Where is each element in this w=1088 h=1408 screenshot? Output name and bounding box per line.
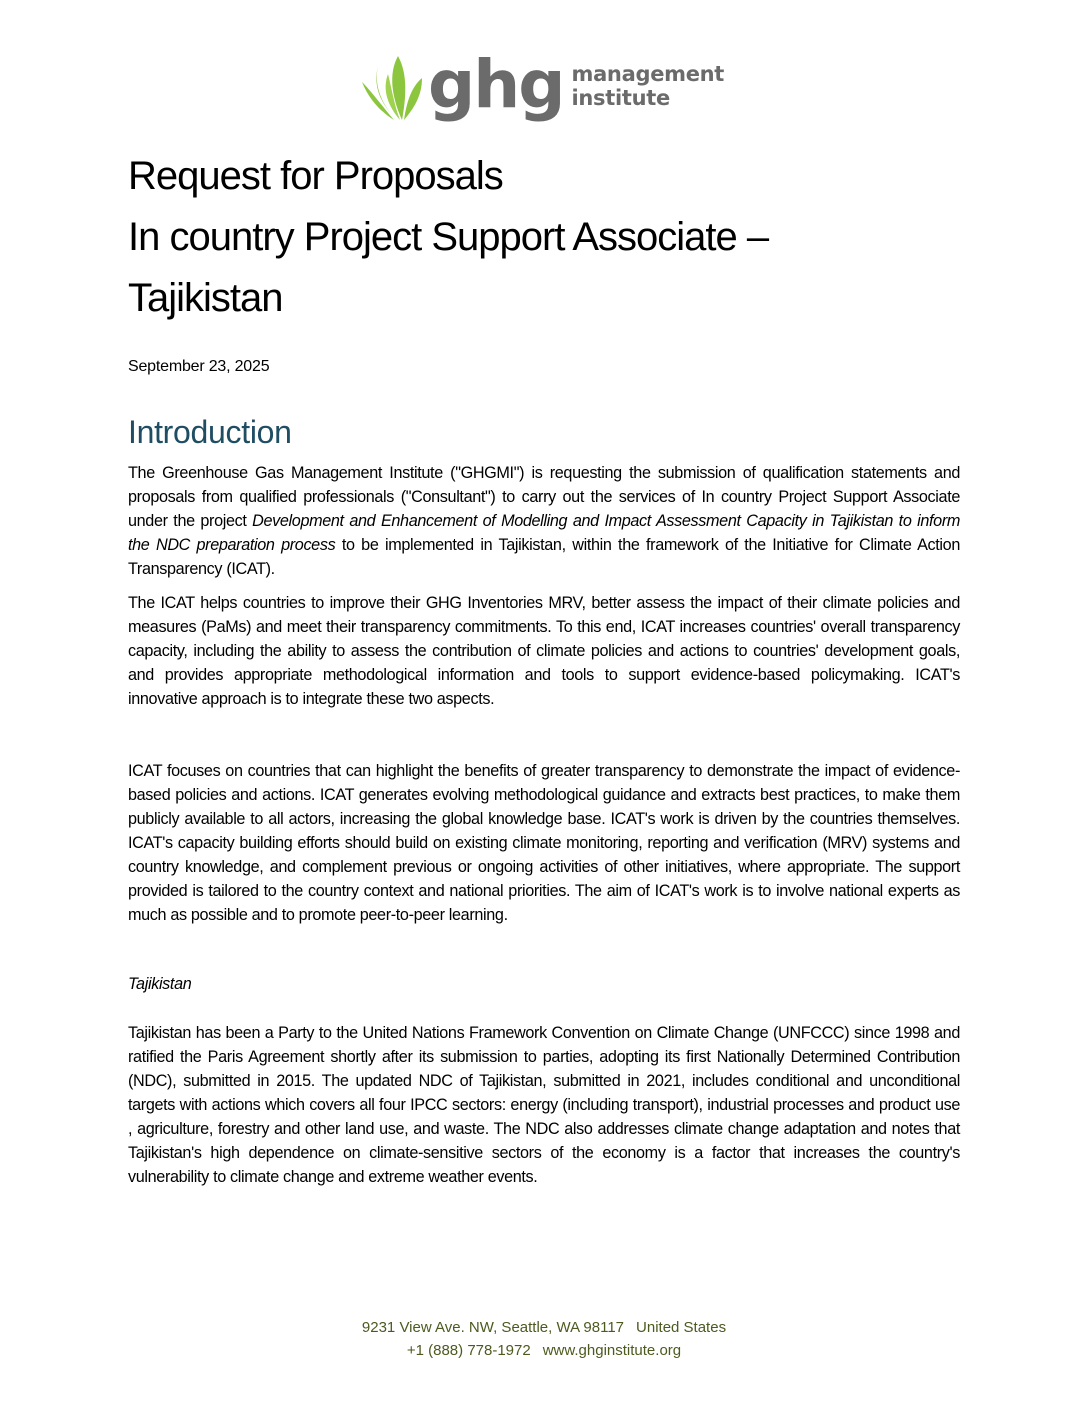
subheading-tajikistan: Tajikistan [128, 975, 192, 993]
page-title [128, 146, 968, 329]
footer-website-link[interactable]: www.ghginstitute.org [542, 1342, 682, 1359]
title-line-3: Tajikistan [128, 276, 283, 320]
leaves-icon [358, 54, 428, 126]
footer-contact-line [0, 1339, 1088, 1362]
p1-text-start: The Greenhouse Gas Management Institute ("GHGMI") is requesting the submission of qualification statements and proposals from qualified professionals ("Consultant") to carry out the services of In country Project Support Associate under the project [128, 464, 960, 530]
title-line-2: In country Project Support Associate – [128, 215, 769, 259]
page-footer [0, 1316, 1088, 1362]
logo-wordmark [571, 62, 724, 110]
ghgmi-logo [358, 46, 725, 128]
intro-paragraph-4: Tajikistan has been a Party to the United Nations Framework Convention on Climate Change (UNFCCC) since 1998 and ratified the Paris Agreement shortly after its submission to parties, adopting its first Nationally Determined Contribution (NDC), submitted in 2015. The updated NDC of Tajikistan, submitted in 2021, includes conditional and unconditional targets with actions which covers all four IPCC sectors: energy (including transport), industrial processes and product use , agriculture, forestry and other land use, and waste. The NDC also addresses climate change adaptation and notes that Tajikistan's high dependence on climate-sensitive sectors of the economy is a factor that increases the country's vulnerability to climate change and extreme weather events. [128, 1024, 960, 1186]
document-date: September 23, 2025 [128, 358, 270, 375]
intro-paragraph-2: The ICAT helps countries to improve their GHG Inventories MRV, better assess the impact of their climate policies and measures (PaMs) and meet their transparency commitments. To this end, ICAT increases countries' overall transparency capacity, including the ability to assess the contribution of climate policies and actions to countries' development goals, and provides appropriate methodological information and tools to support evidence-based policymaking. ICAT's innovative approach is to integrate these two aspects. [128, 594, 960, 708]
intro-paragraph-1 [128, 461, 960, 581]
footer-phone: +1 (888) 778-1972 [406, 1342, 531, 1359]
logo-line-2: institute [571, 86, 670, 110]
project-title-italic: Development and Enhancement of Modelling and Impact Assessment Capacity in Tajikistan to inform the NDC preparation process [128, 512, 960, 554]
p1-text-end: to be implemented in Tajikistan, within the framework of the Initiative for Climate Action Transparency (ICAT). [128, 536, 960, 578]
intro-paragraph-3: ICAT focuses on countries that can highlight the benefits of greater transparency to demonstrate the impact of evidence-based policies and actions. ICAT generates evolving methodological guidance and extracts best practices, to make them publicly available to all actors, increasing the global knowledge base. ICAT's work is driven by the countries themselves. ICAT's capacity building efforts should build on existing climate monitoring, reporting and verification (MRV) systems and country knowledge, and complement previous or ongoing activities of other initiatives, where appropriate. The support provided is tailored to the country context and national priorities. The aim of ICAT's work is to involve national experts as much as possible and to promote peer-to-peer learning. [128, 762, 960, 924]
footer-address: 9231 View Ave. NW, Seattle, WA 98117 [361, 1319, 625, 1336]
footer-country: United States [636, 1319, 727, 1336]
title-line-1: Request for Proposals [128, 154, 503, 198]
logo-mark: ghg [428, 46, 564, 123]
section-heading-introduction: Introduction [128, 414, 292, 450]
logo-line-1: management [571, 62, 725, 86]
footer-address-line [0, 1316, 1088, 1339]
